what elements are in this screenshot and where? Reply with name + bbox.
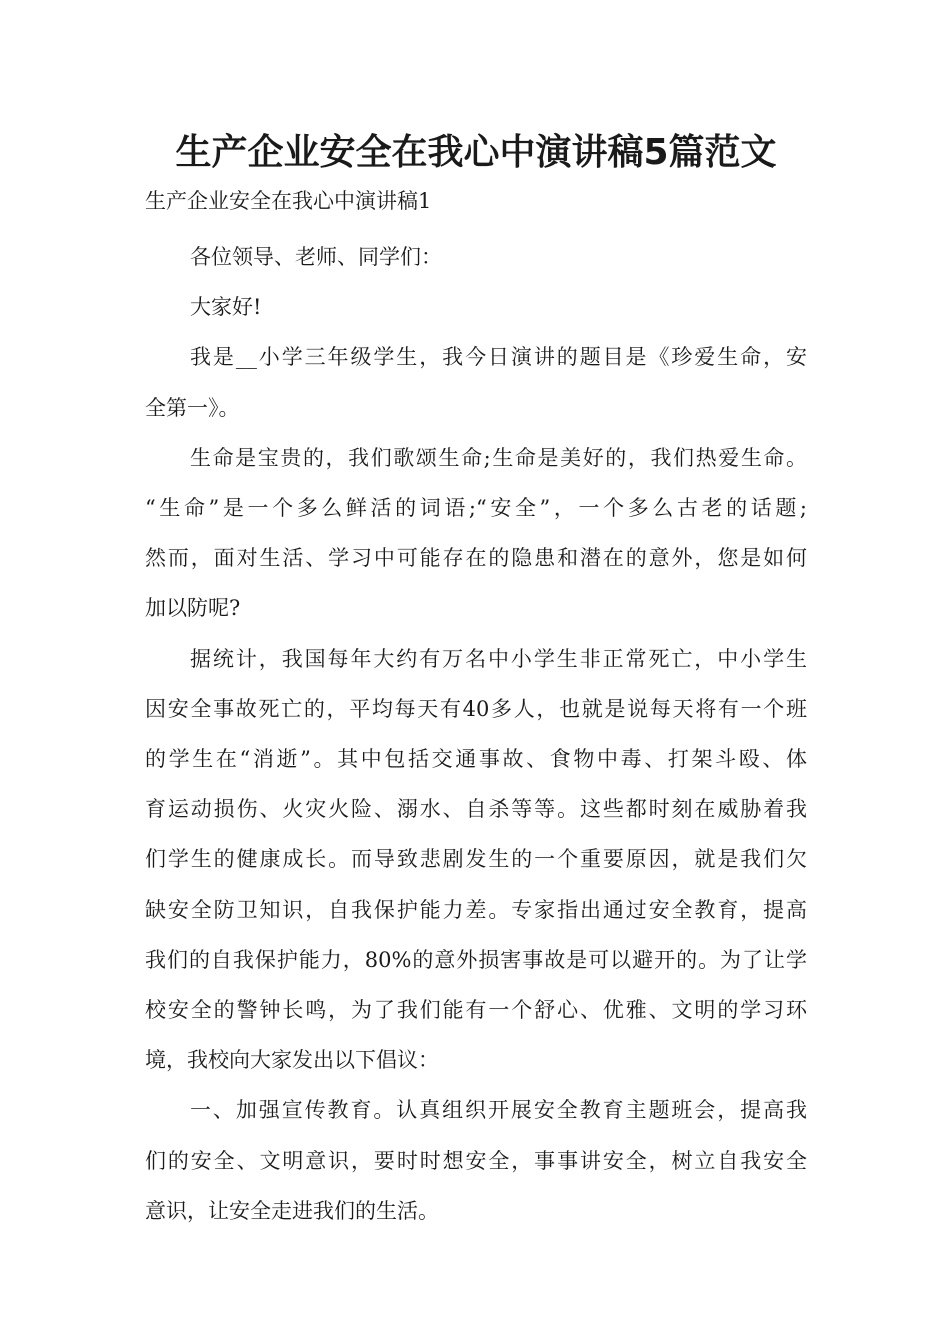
paragraph-line: 们学生的健康成长。而导致悲剧发生的一个重要原因，就是我们欠 [145,847,807,872]
paragraph-line: 们的安全、文明意识，要时时想安全，事事讲安全，树立自我安全 [145,1148,807,1173]
paragraph [145,332,807,432]
paragraph [145,282,807,332]
document-body [145,232,807,1236]
paragraph-line: 全第一》。 [145,395,240,420]
paragraph-line: 加以防呢? [145,596,241,621]
paragraph-line: 境，我校向大家发出以下倡议： [145,1048,439,1073]
paragraph-line: 生命是宝贵的，我们歌颂生命;生命是美好的，我们热爱生命。 [190,445,807,470]
paragraph-line: 然而，面对生活、学习中可能存在的隐患和潜在的意外，您是如何 [145,546,807,571]
paragraph-line: 的学生在“消逝”。其中包括交通事故、食物中毒、打架斗殴、体 [145,747,807,772]
paragraph [145,634,807,1086]
paragraph [145,1085,807,1236]
paragraph-line: 缺安全防卫知识，自我保护能力差。专家指出通过安全教育，提高 [145,897,807,922]
paragraph-line: 我们的自我保护能力，80%的意外损害事故是可以避开的。为了让学 [145,947,807,972]
paragraph-line: 育运动损伤、火灾火险、溺水、自杀等等。这些都时刻在威胁着我 [145,797,807,822]
document-subtitle: 生产企业安全在我心中演讲稿1 [145,189,432,213]
paragraph-line: 意识，让安全走进我们的生活。 [145,1198,439,1223]
paragraph-line: 校安全的警钟长鸣，为了我们能有一个舒心、优雅、文明的学习环 [145,998,807,1023]
paragraph-line: 大家好! [190,295,262,320]
document-title: 生产企业安全在我心中演讲稿5篇范文 [175,132,777,173]
paragraph-line: 因安全事故死亡的，平均每天有40多人，也就是说每天将有一个班 [145,696,807,721]
paragraph [145,433,807,634]
paragraph-line: 据统计，我国每年大约有万名中小学生非正常死亡，中小学生 [190,646,807,671]
paragraph-line: 各位领导、老师、同学们： [190,245,442,269]
paragraph [145,232,807,282]
paragraph-line: 我是__小学三年级学生，我今日演讲的题目是《珍爱生命，安 [190,345,807,370]
paragraph-line: 一、加强宣传教育。认真组织开展安全教育主题班会，提高我 [190,1098,807,1123]
paragraph-line: “生命”是一个多么鲜活的词语;“安全”，一个多么古老的话题; [145,496,807,521]
